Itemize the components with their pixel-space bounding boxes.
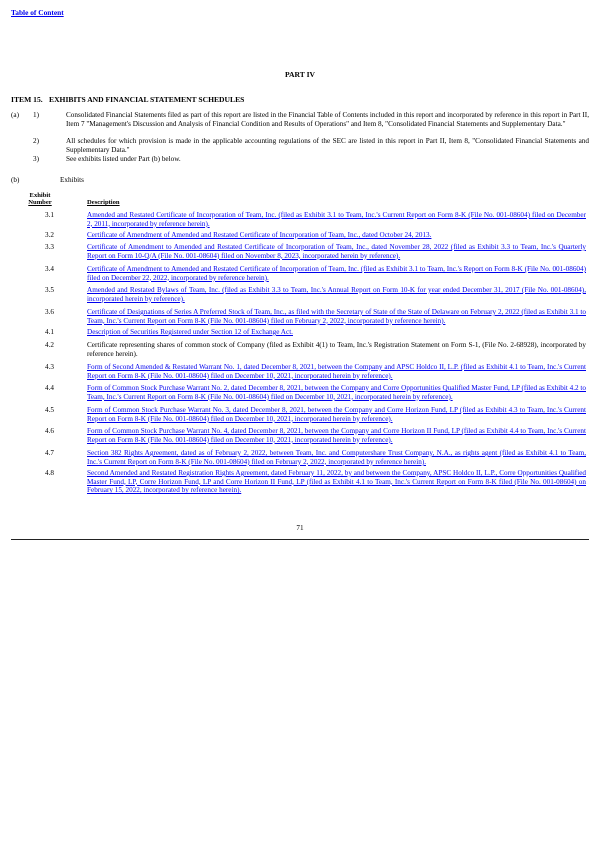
- exhibit-number: 3.5: [45, 286, 54, 294]
- section-a-item-1: [11, 111, 589, 128]
- page-number: 71: [296, 524, 304, 532]
- exhibit-number: 4.8: [45, 469, 54, 477]
- section-b-label: Exhibits: [60, 176, 84, 184]
- item-number: ITEM 15.: [11, 95, 43, 104]
- description-header: Description: [87, 199, 120, 206]
- list-text: All schedules for which provision is made in the applicable accounting regulations of the SEC are listed in this report in Part II, Item 8, "Consolidated Financial Statements and Supplementary Data.": [66, 137, 589, 154]
- list-number: 1): [33, 111, 39, 119]
- exhibit-link[interactable]: Form of Second Amended & Restated Warrant No. 1, dated December 8, 2021, between the Company and APSC Holdco II, L.P. (filed as Exhibit 4.1 to Team, Inc.'s Current Report on Form 8-K (File No. 001-08604) filed on December 10, 2021, incorporated herein by reference).: [87, 363, 586, 380]
- exhibit-link[interactable]: Form of Common Stock Purchase Warrant No. 3, dated December 8, 2021, between the Company and Corre Horizon Fund, LP (filed as Exhibit 4.3 to Team, Inc.'s Current Report on Form 8-K (File No. 001-08604) filed on December 10, 2021, incorporated herein by reference).: [87, 406, 586, 423]
- exhibit-number: 3.4: [45, 265, 54, 273]
- footer-divider: [11, 539, 589, 540]
- exhibit-number: 4.6: [45, 427, 54, 435]
- exhibit-number: 4.3: [45, 363, 54, 371]
- section-a-letter: (a): [11, 111, 19, 119]
- exhibit-link[interactable]: Amended and Restated Bylaws of Team, Inc. (filed as Exhibit 3.3 to Team, Inc.'s Annual Report on Form 10-K for year ended December 31, 2017 (File No. 001-08604), incorporated herein by reference).: [87, 286, 586, 303]
- exhibit-number: 3.2: [45, 231, 54, 239]
- exhibit-number: 4.4: [45, 384, 54, 392]
- exhibit-number: 3.3: [45, 243, 54, 251]
- exhibit-link[interactable]: Certificate of Amendment of Amended and Restated Certificate of Incorporation of Team, Inc., dated October 24, 2013.: [87, 231, 432, 239]
- exhibit-link[interactable]: Second Amended and Restated Registration Rights Agreement, dated February 11, 2022, by and between the Company, APSC Holdco II, L.P., Corre Opportunities Qualified Master Fund, LP, Corre Horizon Fund, LP and Corre Horizon II Fund, LP (filed as Exhibit 4.1 to Team, Inc.'s Current Report on Form 8-K filed (File No. 001-08604) on February 15, 2022, incorporated by reference herein).: [87, 469, 586, 495]
- list-text: See exhibits listed under Part (b) below.: [66, 155, 181, 163]
- part-title: PART IV: [284, 70, 316, 79]
- exhibit-description: Certificate representing shares of common stock of Company (filed as Exhibit 4(1) to Team, Inc.'s Registration Statement on Form S-1, (File No. 2-68928), incorporated by reference herein).: [87, 341, 586, 358]
- exhibit-link[interactable]: Certificate of Amendment to Amended and Restated Certificate of Incorporation of Team, Inc. (filed as Exhibit 3.1 to Team, Inc.'s Report on Form 8-K (File No. 001-08604) filed on December 22, 2022, incorporated by reference herein).: [87, 265, 586, 282]
- exhibit-link[interactable]: Certificate of Designations of Series A Preferred Stock of Team, Inc., as filed with the Secretary of State of the State of Delaware on February 2, 2022 (filed as Exhibit 3.1 to Team, Inc.'s Current Report on Form 8-K (File No. 001-08604) filed on February 2, 2022, incorporated by reference herein).: [87, 308, 586, 325]
- exhibit-link[interactable]: Form of Common Stock Purchase Warrant No. 4, dated December 8, 2021, between the Company and Corre Horizon II Fund, LP (filed as Exhibit 4.4 to Team, Inc.'s Current Report on Form 8-K (File No. 001-08604) filed on December 10, 2021, incorporated herein by reference).: [87, 427, 586, 444]
- exhibit-link[interactable]: Amended and Restated Certificate of Incorporation of Team, Inc. (filed as Exhibit 3.1 to Team, Inc.'s Current Report on Form 8-K (File No. 001-08604) filed on December 2, 2011, incorporated by reference herein).: [87, 211, 586, 228]
- section-b-letter: (b): [11, 176, 20, 184]
- exhibit-link[interactable]: Description of Securities Registered under Section 12 of Exchange Act.: [87, 328, 293, 336]
- exhibit-number: 4.1: [45, 328, 54, 336]
- exhibit-header-line1: Exhibit: [29, 192, 51, 199]
- list-text: Consolidated Financial Statements filed as part of this report are listed in the Financial Table of Contents included in this report and incorporated by reference in this report in Part II, Item 7 "Management's Discussion and Analysis of Financial Condition and Results of Operations" and Item 8, "Consolidated Financial Statements and Supplementary Data.": [66, 111, 589, 128]
- exhibit-link[interactable]: Section 382 Rights Agreement, dated as of February 2, 2022, between Team, Inc. and Computershare Trust Company, N.A., as rights agent (filed as Exhibit 4.1 to Team, Inc.'s Current Report on Form 8-K (File No. 001-08604) filed on February 2, 2022, incorporated by reference herein).: [87, 449, 586, 466]
- exhibit-header-line2: Number: [28, 199, 52, 207]
- exhibit-number: 4.7: [45, 449, 54, 457]
- exhibit-link[interactable]: Certificate of Amendment to Amended and Restated Certificate of Incorporation of Team, Inc., dated November 28, 2022 (filed as Exhibit 3.3 to Team, Inc.'s Quarterly Report on Form 10-Q/A (File No. 001-08604) filed on November 8, 2023, incorporated herein by reference).: [87, 243, 586, 260]
- table-of-content-link[interactable]: Table of Content: [11, 8, 64, 17]
- exhibit-number: 4.5: [45, 406, 54, 414]
- exhibit-number: 4.2: [45, 341, 54, 349]
- item-heading: [11, 96, 244, 105]
- list-number: 2): [33, 137, 39, 145]
- exhibit-link[interactable]: Form of Common Stock Purchase Warrant No. 2, dated December 8, 2021, between the Company and Corre Opportunities Qualified Master Fund, LP (filed as Exhibit 4.2 to Team, Inc.'s Current Report on Form 8-K (File No. 001-08604) filed on December 10, 2021, incorporated herein by reference).: [87, 384, 586, 401]
- section-a-item-2: [33, 137, 589, 154]
- exhibit-number: 3.1: [45, 211, 54, 219]
- exhibit-number: 3.6: [45, 308, 54, 316]
- section-a-item-3: [33, 155, 589, 164]
- item-title: EXHIBITS AND FINANCIAL STATEMENT SCHEDULES: [49, 95, 245, 104]
- exhibit-number-header: [22, 192, 58, 207]
- list-number: 3): [33, 155, 39, 163]
